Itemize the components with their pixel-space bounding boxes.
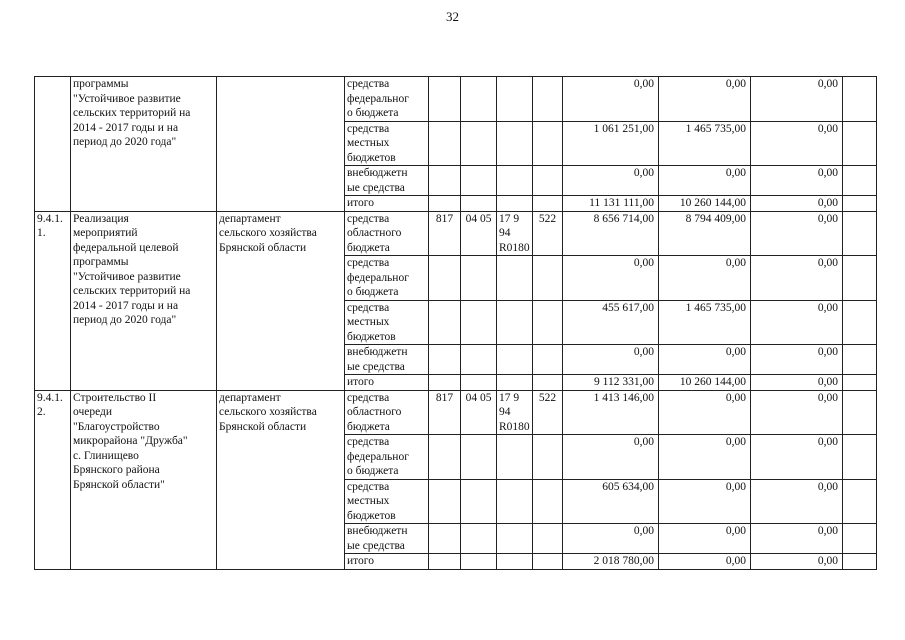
amount-year2-cell: 0,00 bbox=[659, 390, 751, 435]
code-vr-cell bbox=[533, 435, 563, 480]
amount-year1-cell: 0,00 bbox=[563, 345, 659, 375]
code-gr-cell: 817 bbox=[429, 390, 461, 435]
code-vr-cell bbox=[533, 479, 563, 524]
code-csr-cell: 17 9 94 R0180 bbox=[497, 211, 533, 256]
amount-year1-cell: 1 061 251,00 bbox=[563, 121, 659, 166]
amount-year2-cell: 0,00 bbox=[659, 435, 751, 480]
code-rz-cell bbox=[461, 300, 497, 345]
code-csr-cell bbox=[497, 524, 533, 554]
amount-year2-cell: 0,00 bbox=[659, 256, 751, 301]
code-gr-cell bbox=[429, 375, 461, 391]
code-rz-cell bbox=[461, 435, 497, 480]
empty-cell bbox=[843, 77, 877, 122]
amount-year1-cell: 1 413 146,00 bbox=[563, 390, 659, 435]
code-vr-cell bbox=[533, 375, 563, 391]
measure-name-cell: Реализация мероприятий федеральной целевой программы "Устойчивое развитие сельских территорий на 2014 - 2017 годы и на период до 2020 года" bbox=[71, 211, 217, 390]
code-csr-cell bbox=[497, 256, 533, 301]
funding-source-cell: внебюджетн ые средства bbox=[345, 345, 429, 375]
amount-year1-cell: 9 112 331,00 bbox=[563, 375, 659, 391]
code-vr-cell bbox=[533, 121, 563, 166]
amount-year3-cell: 0,00 bbox=[751, 256, 843, 301]
code-vr-cell bbox=[533, 196, 563, 212]
row-index-cell: 9.4.1. 2. bbox=[35, 390, 71, 569]
amount-year2-cell: 10 260 144,00 bbox=[659, 375, 751, 391]
empty-cell bbox=[843, 524, 877, 554]
code-gr-cell bbox=[429, 77, 461, 122]
executor-cell: департамент сельского хозяйства Брянской области bbox=[217, 390, 345, 569]
empty-cell bbox=[843, 554, 877, 570]
code-rz-cell bbox=[461, 375, 497, 391]
empty-cell bbox=[843, 345, 877, 375]
amount-year1-cell: 11 131 111,00 bbox=[563, 196, 659, 212]
code-csr-cell bbox=[497, 554, 533, 570]
measure-name-cell: Строительство II очереди "Благоустройство микрорайона "Дружба" с. Глинищево Брянского района Брянской области" bbox=[71, 390, 217, 569]
amount-year1-cell: 8 656 714,00 bbox=[563, 211, 659, 256]
funding-source-cell: средства федеральног о бюджета bbox=[345, 77, 429, 122]
code-rz-cell bbox=[461, 554, 497, 570]
table-row bbox=[35, 211, 877, 256]
amount-year3-cell: 0,00 bbox=[751, 435, 843, 480]
amount-year1-cell: 455 617,00 bbox=[563, 300, 659, 345]
amount-year2-cell: 0,00 bbox=[659, 77, 751, 122]
code-rz-cell: 04 05 bbox=[461, 390, 497, 435]
code-rz-cell bbox=[461, 121, 497, 166]
funding-source-cell: средства федеральног о бюджета bbox=[345, 256, 429, 301]
empty-cell bbox=[843, 121, 877, 166]
amount-year2-cell: 8 794 409,00 bbox=[659, 211, 751, 256]
code-csr-cell bbox=[497, 479, 533, 524]
amount-year2-cell: 0,00 bbox=[659, 554, 751, 570]
code-vr-cell bbox=[533, 256, 563, 301]
amount-year3-cell: 0,00 bbox=[751, 479, 843, 524]
funding-source-cell: средства местных бюджетов bbox=[345, 300, 429, 345]
amount-year2-cell: 1 465 735,00 bbox=[659, 121, 751, 166]
code-vr-cell bbox=[533, 554, 563, 570]
code-csr-cell bbox=[497, 375, 533, 391]
code-csr-cell bbox=[497, 345, 533, 375]
amount-year1-cell: 0,00 bbox=[563, 524, 659, 554]
empty-cell bbox=[843, 390, 877, 435]
code-csr-cell bbox=[497, 166, 533, 196]
empty-cell bbox=[843, 166, 877, 196]
code-vr-cell bbox=[533, 524, 563, 554]
code-rz-cell bbox=[461, 345, 497, 375]
amount-year1-cell: 0,00 bbox=[563, 256, 659, 301]
amount-year1-cell: 605 634,00 bbox=[563, 479, 659, 524]
funding-source-cell: средства федеральног о бюджета bbox=[345, 435, 429, 480]
funding-source-cell: итого bbox=[345, 375, 429, 391]
amount-year3-cell: 0,00 bbox=[751, 300, 843, 345]
amount-year1-cell: 2 018 780,00 bbox=[563, 554, 659, 570]
amount-year2-cell: 0,00 bbox=[659, 345, 751, 375]
funding-source-cell: средства областного бюджета bbox=[345, 211, 429, 256]
code-csr-cell bbox=[497, 300, 533, 345]
code-csr-cell: 17 9 94 R0180 bbox=[497, 390, 533, 435]
table-body bbox=[35, 77, 877, 570]
amount-year3-cell: 0,00 bbox=[751, 77, 843, 122]
code-csr-cell bbox=[497, 196, 533, 212]
code-rz-cell bbox=[461, 77, 497, 122]
code-gr-cell bbox=[429, 256, 461, 301]
table-row bbox=[35, 77, 877, 122]
funding-source-cell: средства областного бюджета bbox=[345, 390, 429, 435]
amount-year2-cell: 10 260 144,00 bbox=[659, 196, 751, 212]
amount-year2-cell: 0,00 bbox=[659, 524, 751, 554]
code-csr-cell bbox=[497, 435, 533, 480]
code-vr-cell bbox=[533, 77, 563, 122]
empty-cell bbox=[843, 435, 877, 480]
amount-year1-cell: 0,00 bbox=[563, 77, 659, 122]
amount-year3-cell: 0,00 bbox=[751, 390, 843, 435]
funding-source-cell: внебюджетн ые средства bbox=[345, 166, 429, 196]
code-vr-cell: 522 bbox=[533, 390, 563, 435]
code-csr-cell bbox=[497, 77, 533, 122]
empty-cell bbox=[843, 375, 877, 391]
amount-year3-cell: 0,00 bbox=[751, 524, 843, 554]
amount-year2-cell: 0,00 bbox=[659, 166, 751, 196]
code-vr-cell: 522 bbox=[533, 211, 563, 256]
executor-cell bbox=[217, 77, 345, 212]
code-rz-cell bbox=[461, 196, 497, 212]
empty-cell bbox=[843, 211, 877, 256]
budget-table bbox=[34, 76, 877, 570]
code-gr-cell bbox=[429, 345, 461, 375]
amount-year3-cell: 0,00 bbox=[751, 196, 843, 212]
code-gr-cell bbox=[429, 196, 461, 212]
measure-name-cell: программы "Устойчивое развитие сельских территорий на 2014 - 2017 годы и на период до 2020 года" bbox=[71, 77, 217, 212]
code-rz-cell bbox=[461, 166, 497, 196]
amount-year1-cell: 0,00 bbox=[563, 435, 659, 480]
empty-cell bbox=[843, 256, 877, 301]
amount-year3-cell: 0,00 bbox=[751, 166, 843, 196]
funding-source-cell: внебюджетн ые средства bbox=[345, 524, 429, 554]
code-gr-cell: 817 bbox=[429, 211, 461, 256]
code-vr-cell bbox=[533, 300, 563, 345]
amount-year3-cell: 0,00 bbox=[751, 121, 843, 166]
code-rz-cell bbox=[461, 479, 497, 524]
empty-cell bbox=[843, 479, 877, 524]
funding-source-cell: итого bbox=[345, 554, 429, 570]
amount-year1-cell: 0,00 bbox=[563, 166, 659, 196]
amount-year3-cell: 0,00 bbox=[751, 375, 843, 391]
code-gr-cell bbox=[429, 121, 461, 166]
code-rz-cell: 04 05 bbox=[461, 211, 497, 256]
code-vr-cell bbox=[533, 345, 563, 375]
code-gr-cell bbox=[429, 300, 461, 345]
row-index-cell bbox=[35, 77, 71, 212]
executor-cell: департамент сельского хозяйства Брянской области bbox=[217, 211, 345, 390]
code-gr-cell bbox=[429, 524, 461, 554]
row-index-cell: 9.4.1. 1. bbox=[35, 211, 71, 390]
code-gr-cell bbox=[429, 166, 461, 196]
code-rz-cell bbox=[461, 524, 497, 554]
empty-cell bbox=[843, 300, 877, 345]
amount-year3-cell: 0,00 bbox=[751, 211, 843, 256]
code-gr-cell bbox=[429, 479, 461, 524]
code-vr-cell bbox=[533, 166, 563, 196]
table-row bbox=[35, 390, 877, 435]
amount-year3-cell: 0,00 bbox=[751, 554, 843, 570]
amount-year3-cell: 0,00 bbox=[751, 345, 843, 375]
amount-year2-cell: 0,00 bbox=[659, 479, 751, 524]
empty-cell bbox=[843, 196, 877, 212]
amount-year2-cell: 1 465 735,00 bbox=[659, 300, 751, 345]
funding-source-cell: средства местных бюджетов bbox=[345, 121, 429, 166]
code-gr-cell bbox=[429, 554, 461, 570]
funding-source-cell: средства местных бюджетов bbox=[345, 479, 429, 524]
code-csr-cell bbox=[497, 121, 533, 166]
page-number: 32 bbox=[446, 9, 459, 24]
funding-source-cell: итого bbox=[345, 196, 429, 212]
code-rz-cell bbox=[461, 256, 497, 301]
code-gr-cell bbox=[429, 435, 461, 480]
